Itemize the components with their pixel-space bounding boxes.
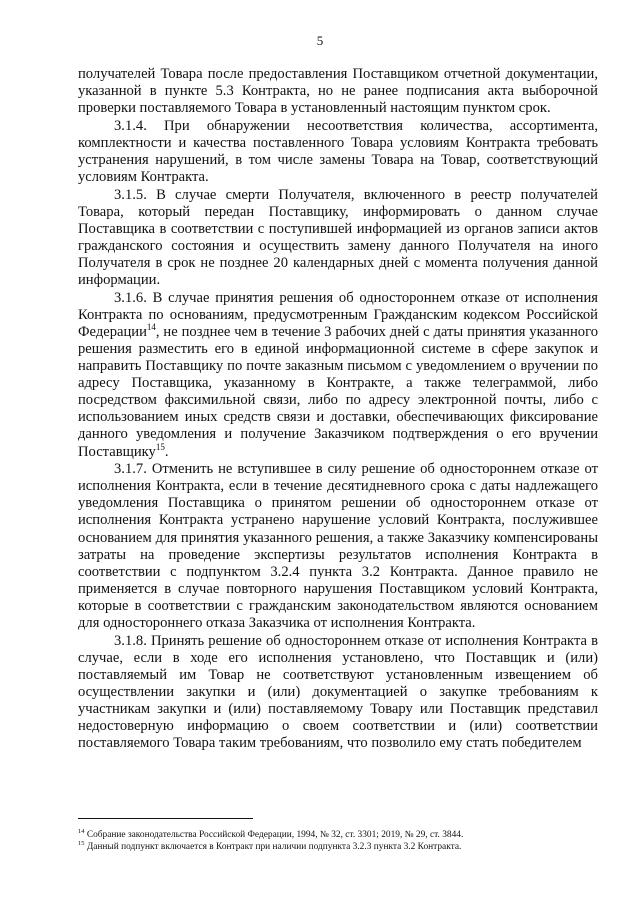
body-text xyxy=(78,66,598,752)
paragraph-3-1-8: 3.1.8. Принять решение об одностороннем отказе от исполнения Контракта в случае, если в ходе его исполнения установлено, что Поставщик и (или) поставляемый им Товар не соответствуют установленным извещением об осуществлении закупки и (или) документацией о закупке требованиям к участникам закупки и (или) поставляемому Товару или Поставщик представил недостоверную информацию о своем соответствии и (или) соответствии поставляемого Товара таким требованиям, что позволило ему стать победителем xyxy=(78,632,598,752)
footnote-15 xyxy=(78,841,608,853)
footnote-separator xyxy=(78,818,253,819)
footnote-14 xyxy=(78,829,608,841)
footnote-ref-15: 15 xyxy=(155,441,165,452)
paragraph-3-1-4: 3.1.4. При обнаружении несоответствия количества, ассортимента, комплектности и качества поставленного Товара условиям Контракта требовать устранения нарушений, в том числе замены Товара на Товар, соответствующий условиям Контракта. xyxy=(78,117,598,186)
paragraph-3-1-6-part-a: 3.1.6. В случае принятия решения об одностороннем отказе от исполнения Контракта по основаниям, предусмотренным Гражданским кодексом Российской Федерации xyxy=(78,289,598,340)
footnote-text-15: Данный подпункт включается в Контракт при наличии подпункта 3.2.3 пункта 3.2 Контракта. xyxy=(84,842,462,852)
footnotes xyxy=(78,829,608,853)
footnote-ref-14: 14 xyxy=(146,322,156,333)
paragraph-3-1-6-part-b: , не позднее чем в течение 3 рабочих дней с даты принятия указанного решения разместить его в единой информационной системе в сфере закупок и направить Поставщику по почте заказным письмом с уведомлением о вручении по адресу Поставщика, указанному в Контракте, а также телеграммой, либо посредством факсимильной связи, либо по адресу электронной почты, либо с использованием иных средств связи и доставки, обеспечивающих фиксирование данного уведомления и получение Заказчиком подтверждения о его вручении Поставщику xyxy=(78,323,598,460)
paragraph-3-1-5: 3.1.5. В случае смерти Получателя, включенного в реестр получателей Товара, который передан Поставщику, информировать о данном случае Поставщика в соответствии с поступившей информацией из органов записи актов гражданского состояния и осуществить замену данного Получателя на иного Получателя в срок не позднее 20 календарных дней с момента получения данной информации. xyxy=(78,186,598,289)
page-number: 5 xyxy=(316,33,324,48)
paragraph-3-1-7: 3.1.7. Отменить не вступившее в силу решение об одностороннем отказе от исполнения Контракта, если в течение десятидневного срока с даты надлежащего уведомления Поставщика о принятом решении об одностороннем отказе от исполнения Контракта устранено нарушение условий Контракта, послужившее основанием для принятия указанного решения, а также Заказчику компенсированы затраты на проведение экспертизы результатов исполнения Контракта в соответствии с подпунктом 3.2.4 пункта 3.2 Контракта. Данное правило не применяется в случае повторного нарушения Поставщиком условий Контракта, которые в соответствии с гражданским законодательством являются основанием для одностороннего отказа Заказчика от исполнения Контракта. xyxy=(78,461,598,631)
footnote-text-14: Собрание законодательства Российской Федерации, 1994, № 32, ст. 3301; 2019, № 29, ст. 3844. xyxy=(84,830,464,840)
paragraph-3-1-6-part-c: . xyxy=(164,443,169,460)
footnote-marker-15: 15 xyxy=(78,839,85,847)
paragraph-3-1-6 xyxy=(78,290,598,461)
paragraph-continuation: получателей Товара после предоставления Поставщиком отчетной документации, указанной в пункте 5.3 Контракта, но не ранее подписания акта выборочной проверки поставляемого Товара в установленный настоящим пунктом срок. xyxy=(78,66,598,117)
footnote-marker-14: 14 xyxy=(78,827,85,835)
